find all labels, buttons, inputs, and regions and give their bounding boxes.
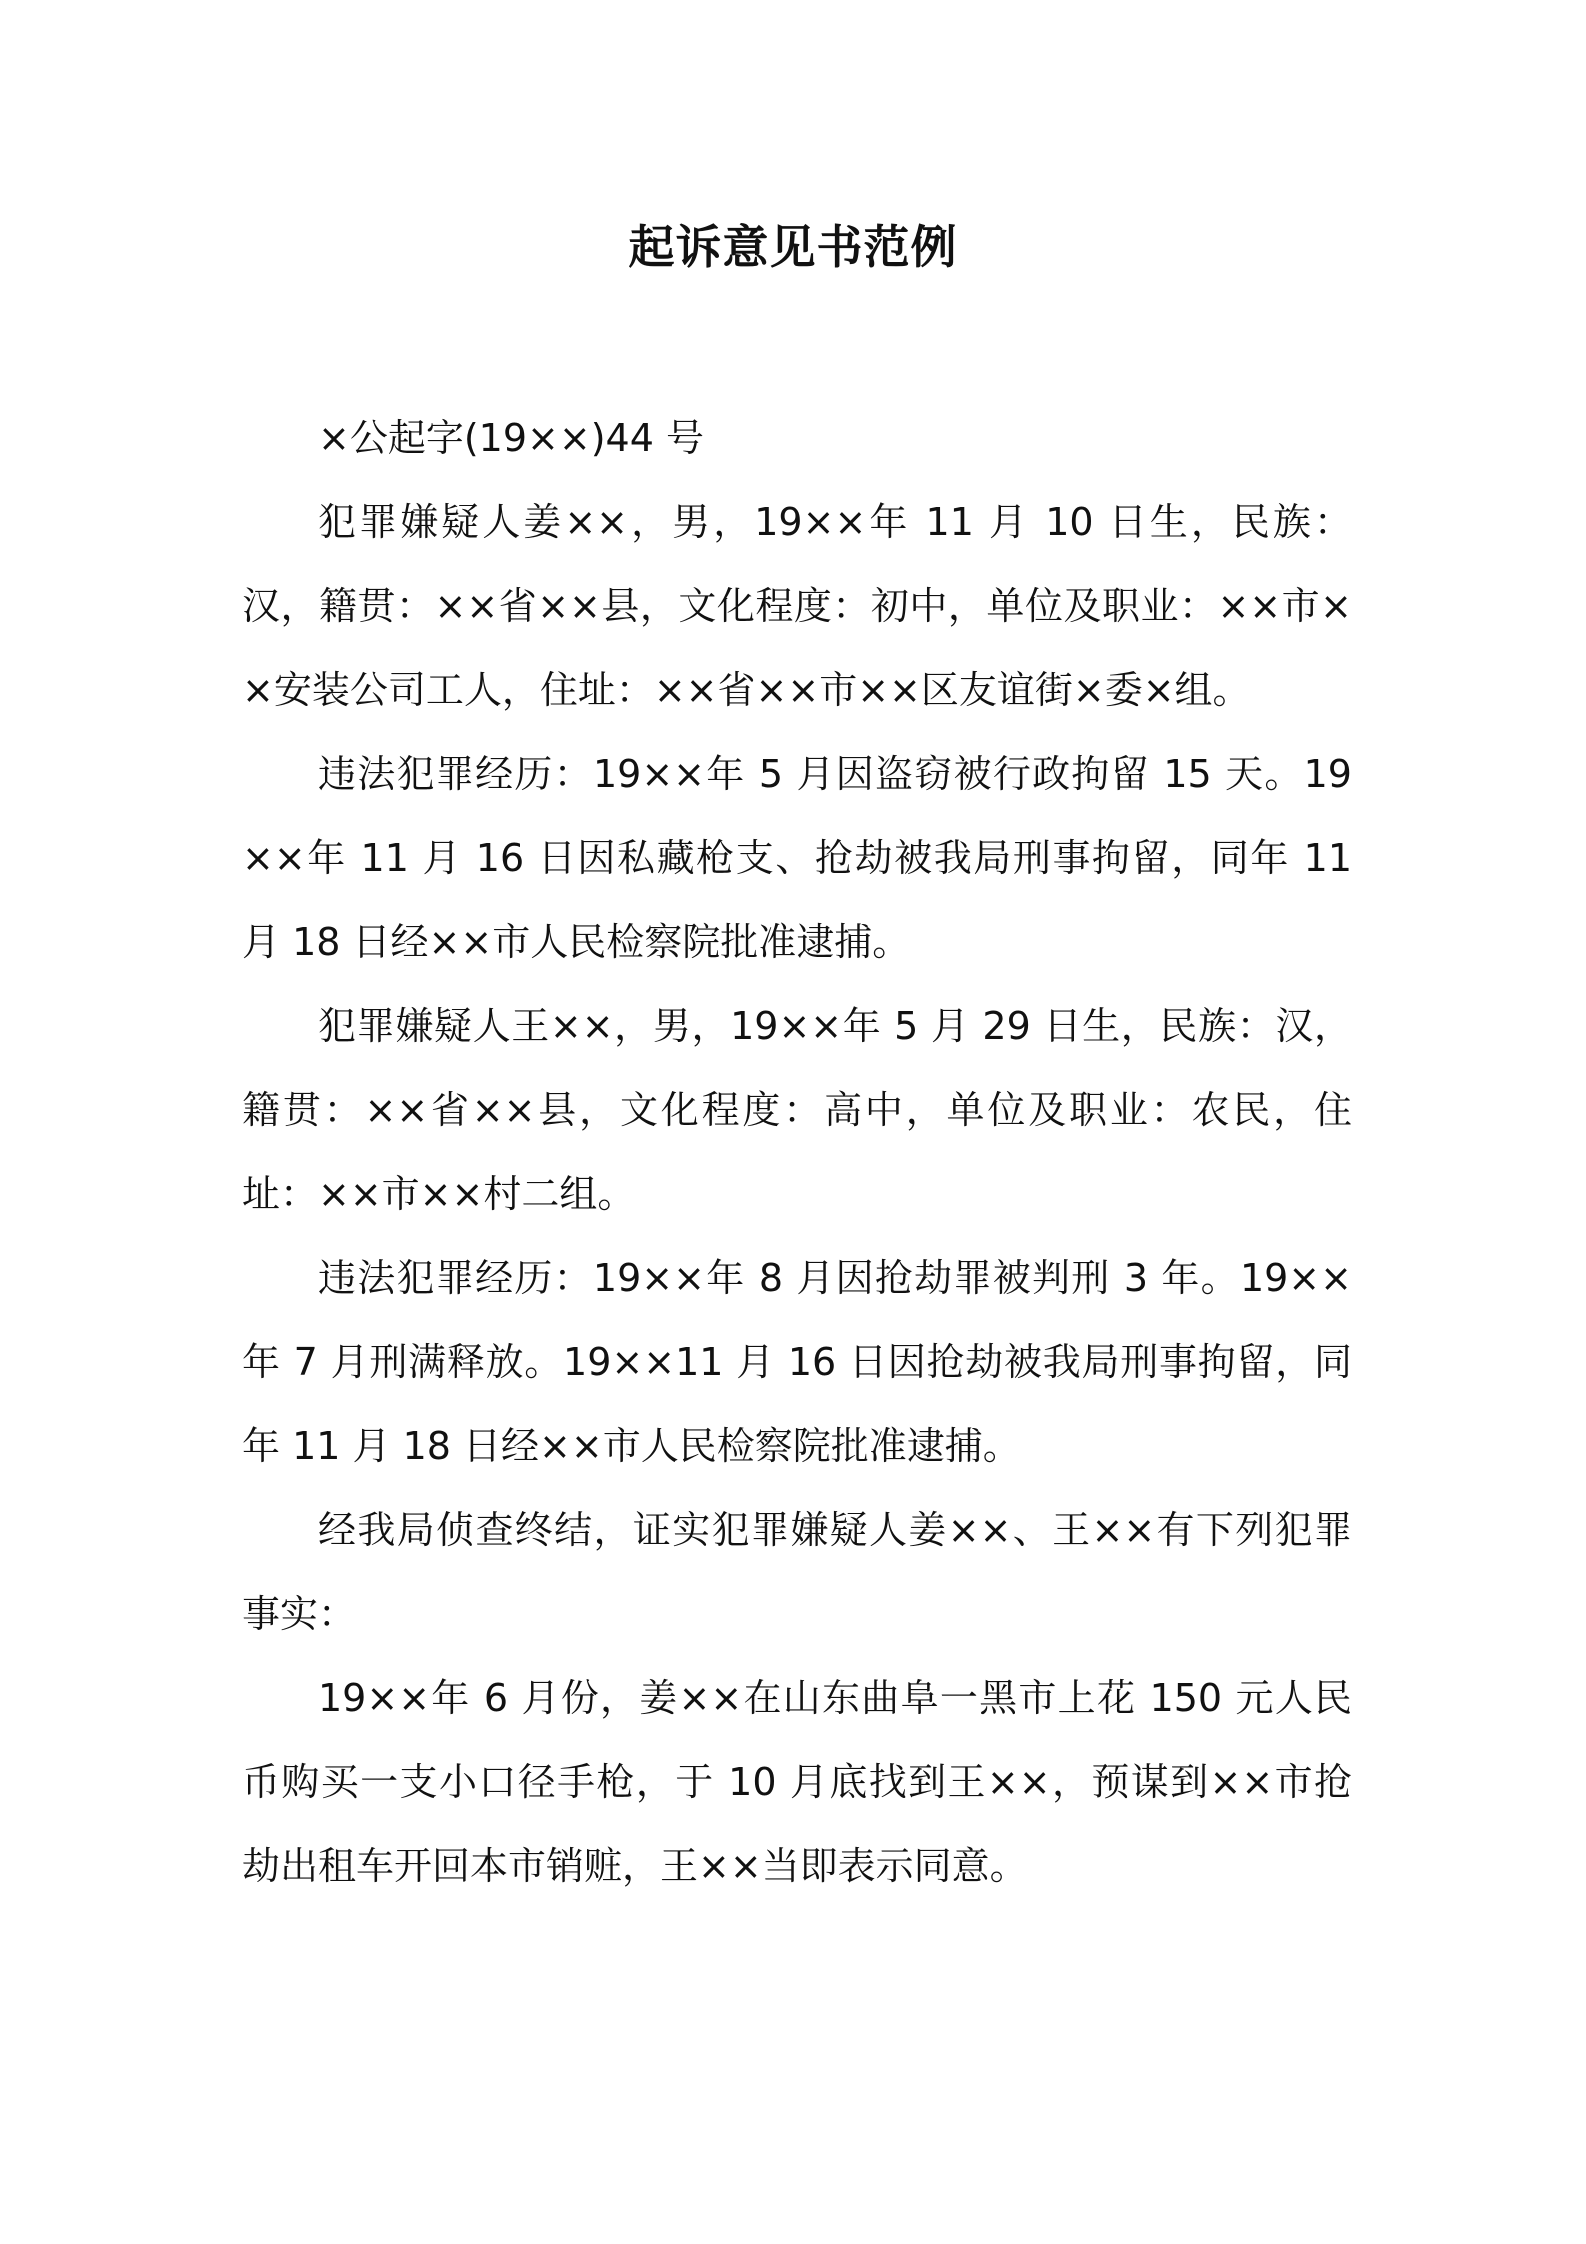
suspect-jiang-record: 违法犯罪经历：19××年 5 月因盗窃被行政拘留 15 天。19××年 11 月 16 日因私藏枪支、抢劫被我局刑事拘留，同年 11 月 18 日经××市人民检察院批准逮捕。 [242,752,1352,964]
document-body [242,396,1352,1908]
suspect-wang-record: 违法犯罪经历：19××年 8 月因抢劫罪被判刑 3 年。19××年 7 月刑满释放。19××11 月 16 日因抢劫被我局刑事拘留，同年 11 月 18 日经××市人民检察院批准逮捕。 [242,1256,1352,1468]
crime-facts: 19××年 6 月份，姜××在山东曲阜一黑市上花 150 元人民币购买一支小口径手枪，于 10 月底找到王××，预谋到××市抢劫出租车开回本市销赃，王××当即表示同意。 [242,1676,1352,1888]
case-number: ×公起字(19××)44 号 [318,416,704,460]
suspect-wang-info: 犯罪嫌疑人王××，男，19××年 5 月 29 日生，民族：汉，籍贯：××省××县，文化程度：高中，单位及职业：农民，住址：××市××村二组。 [242,1004,1352,1216]
suspect-jiang-info: 犯罪嫌疑人姜××，男，19××年 11 月 10 日生，民族：汉，籍贯：××省××县，文化程度：初中，单位及职业：××市××安装公司工人，住址：××省××市××区友谊街×委×组。 [242,500,1352,712]
investigation-conclusion: 经我局侦查终结，证实犯罪嫌疑人姜××、王××有下列犯罪事实： [242,1508,1352,1636]
document-title: 起诉意见书范例 [628,220,958,274]
